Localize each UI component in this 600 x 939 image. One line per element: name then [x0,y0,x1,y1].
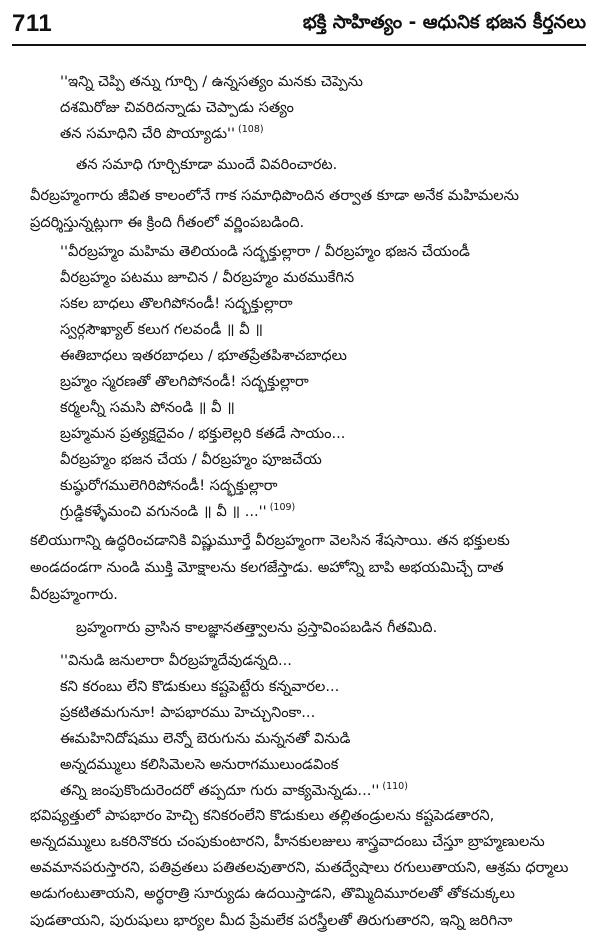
text-line [60,242,470,262]
line-text: పుడతాయని, పురుషులు భార్యల మీద ప్రేమలేక పరస్త్రీలతో తిరుగుతారని, ఇన్ని జరిగినా [30,912,513,929]
text-line [30,832,545,852]
footnote-reference: (109) [269,502,296,514]
line-text: వీరబ్రహ్మంగారు. [30,586,118,603]
text-line [30,531,510,551]
line-text: కుష్ఠురోగములెగిరిపోనండీ! సద్భక్తుల్లారా [60,477,278,494]
page-header [12,6,586,46]
line-text: అన్నదమ్ములు కలిసిమెలసె అనురాగములుండవింక [60,756,339,773]
page-number: 711 [12,10,53,37]
line-text: ''వినుడి జనులారా వీరబ్రహ్మదేవుడన్నది... [60,652,292,669]
text-line [30,911,512,931]
text-line [60,98,294,118]
text-line [30,884,515,904]
text-line [60,320,263,340]
line-text: ప్రదర్శిస్తున్నట్లుగా ఈ క్రింది గీతంలో వర్ణింపబడింది. [30,214,305,231]
line-text: భవిష్యత్తులో పాపభారం హెచ్చి కనికరంలేని కొడుకులు తల్లితండ్రులను కష్టపెడతారని, [30,807,495,824]
text-line [60,124,264,144]
line-text: వీరబ్రహ్మం భజన చేయ / వీరబ్రహ్మం పూజచేయ [60,451,322,468]
running-title: భక్తి సాహిత్యం - ఆధునిక భజన కీర్తనలు [302,12,586,33]
line-text: ''వీరబ్రహ్మం మహిమ తెలియండి సద్భక్తుల్లారా / వీరబ్రహ్మం భజన చేయండీ [60,243,470,260]
line-text: అండదండగా నుండి ముక్తి మోక్షాలను కలగజేస్తాడు. అహోన్ని బాపి అభయమిచ్చే దాత [30,559,504,576]
text-line [60,781,408,801]
text-line [60,476,277,496]
line-text: సకల బాధలు తొలగిపోనండీ! సద్భక్తుల్లారా [60,295,293,312]
text-line [60,346,347,366]
line-text: అన్నదమ్ములు ఒకరినొకరు చంపుకుంటారని, హీనకులజులు శాస్త్రవాదంబు చేస్తూ బ్రాహ్మణులను [30,833,545,850]
text-line [60,294,293,314]
text-line [60,703,315,723]
text-line [60,72,363,92]
line-text: ఈమహినిదోషము లెన్నో బెరుగును మన్ననతో వినుడి [60,730,351,747]
line-text: గ్రుడ్డికళ్ళేమంచి వగునండి ॥ వీ ॥ ...'' [60,503,267,520]
footnote-reference: (108) [238,124,264,136]
text-line [76,155,337,175]
line-text: ఈతిబాధలు ఇతరబాధలు / భూతప్రేతపిశాచబాధలు [60,347,347,364]
line-text: స్వర్గసౌఖ్యాల్ కలుగ గలవండీ ॥ వీ ॥ [60,321,264,338]
line-text: బ్రహ్మం స్మరణతో తొలగిపోనండీ! సద్భక్తుల్లారా [60,373,309,390]
text-line [60,372,309,392]
text-line [60,424,345,444]
text-line [60,651,292,671]
line-text: బ్రహ్మమన ప్రత్యక్షదైవం / భక్తులెల్లరి కతడే సాయం... [60,425,346,442]
text-line [60,268,354,288]
line-text: బ్రహ్మంగారు వ్రాసిన కాలజ్ఞానతత్త్వాలను ప్రస్తావింపబడిన గీతమిది. [76,619,438,636]
text-line [30,213,304,233]
text-line [60,502,295,522]
text-line [60,755,338,775]
text-line [76,618,437,638]
text-line [60,677,339,697]
line-text: కర్మలన్నీ సమసి పోనండి ॥ వీ ॥ [60,399,235,416]
line-text: తన సమాధి గూర్చికూడా ముందే వివరించారట. [76,156,338,173]
text-line [60,450,322,470]
line-text: తన్ని జంపుకొందురెందరో తప్పదూ గురు వాక్యమెన్నడు...'' [60,782,380,799]
line-text: వీరబ్రహ్మంగారు జీవిత కాలంలోనే గాక సమాధిపొందిన తర్వాత కూడా అనేక మహిమలను [30,187,519,204]
header-rule [12,44,586,46]
line-text: తన సమాధిని చేరి పొయ్యాడు'' [60,125,236,142]
text-line [60,398,235,418]
text-line [30,858,568,878]
line-text: అడుగంటుతాయని, అర్థరాత్రి సూర్యుడు ఉదయిస్తాడని, తొమ్మిదిమూరలతో తోకచుక్కలు [30,885,515,902]
line-text: వీరబ్రహ్మం పటము జూచిన / వీరబ్రహ్మం మఠముకేగిన [60,269,355,286]
line-text: కని కరంబు లేని కొడుకులు కష్టపెట్టేరు కన్నవారల... [60,678,340,695]
text-line [30,585,118,605]
text-line [30,558,504,578]
line-text: ప్రకటితమగునూ! పాపభారము హెచ్చునింకా... [60,704,316,721]
text-line [30,186,519,206]
text-line [30,806,494,826]
line-text: ''ఇన్ని చెప్పి తన్ను గూర్చి / ఉన్నసత్యం మనకు చెప్పెను [60,73,363,90]
line-text: కలియుగాన్ని ఉద్ధరించడానికి విష్ణుమూర్తే వీరబ్రహ్మంగా వెలసిన శేషసాయి. తన భక్తులకు [30,532,510,549]
footnote-reference: (110) [382,781,408,793]
text-line [60,729,350,749]
line-text: దశమిరోజు చివరిదన్నాడు చెప్పాడు సత్యం [60,99,294,116]
line-text: అవమానపరుస్తారని, పతివ్రతలు పతితలవుతారని, మతద్వేషాలు రగులుతాయని, ఆశ్రమ ధర్మాలు [30,859,569,876]
